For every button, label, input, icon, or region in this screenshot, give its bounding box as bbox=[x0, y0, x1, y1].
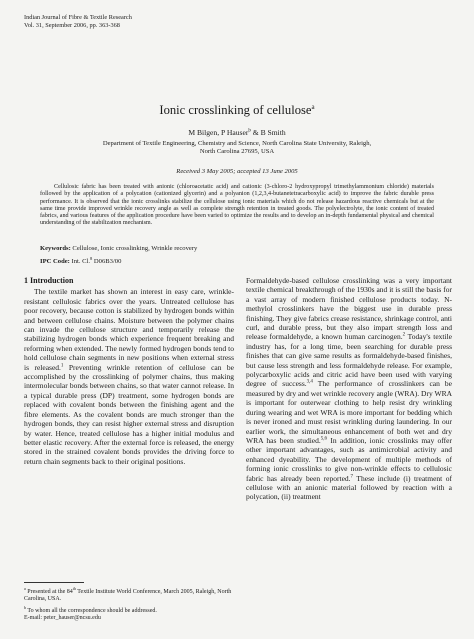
footnote-correspondence bbox=[24, 604, 236, 615]
text-run: Preventing wrinkle retention of cellulose can be accomplished by the crosslinking of polymer chains, thus making intermolecular bonds between chains, so that water cannot release. In a typical durable press (DP) treatment, some hydrogen bonds are replaced with covalent bonds between the finishing agent and the fibre elements. As the covalent bonds are much stronger than the hydrogen bonds, they can resist higher external stress and disruption by water. Hence, treated cellulose has a higher initial modulus and better elastic recovery. After the external force is released, the energy stored in the strained covalent bonds provides the driving force to return chain segments back to their original positions. bbox=[24, 362, 235, 466]
text-run: The textile market has shown an interest in easy care, wrinkle-resistant cellulosic fabrics over the years. Untreated cellulose has poor recovery, because cotton is stabilized by hydrogen bonds within and between cellulose chains. Moisture between the polymer chains can invade the cellulose structure and temporarily release the stabilizing hydrogen bonds which experience frequent breaking and reforming when extended. The newly formed hydrogen bonds tend to hold cellulose chain segments in new positions when external stress is released. bbox=[24, 287, 234, 372]
keywords-label: Keywords: bbox=[40, 245, 71, 252]
footnotes bbox=[24, 585, 236, 623]
ordinal-suffix: th bbox=[72, 586, 76, 591]
received-dates: Received 3 May 2005; accepted 13 June 2005 bbox=[176, 168, 298, 175]
text-run: The performance of crosslinkers can be measured by dry and wet wrinkle recovery angle (WRA). Dry WRA is important for outerwear clothing to help resist dry wrinkling during wearing and wet WRA is more important for bedding which is never ironed and must resist wrinkling during laundering. In our earlier work, the simultaneous enhancement of both wet and dry WRA has been studied. bbox=[246, 379, 452, 445]
journal-volume: Vol. 31, September 2006, pp. 363-368 bbox=[24, 22, 120, 29]
ipc-text-before: Int. Cl. bbox=[69, 258, 91, 266]
introduction-paragraph-1 bbox=[24, 287, 234, 466]
footnote-email: E-mail: peter_hauser@ncsu.edu bbox=[24, 615, 101, 622]
title-footnote-marker: a bbox=[311, 103, 315, 111]
citation-ref: 3,4 bbox=[306, 379, 313, 385]
keywords-text: Cellulose, Ionic crosslinking, Wrinkle recovery bbox=[70, 245, 198, 252]
introduction-paragraph-2 bbox=[246, 276, 452, 502]
corresponding-author-marker: b bbox=[248, 128, 251, 134]
text-run: Today's textile industry has, for a long time, been searching for durable press finishes that can give same results as formaldehyde-based finishes, but cause less strength and less formaldehyde release. For example, polycarboxylic acids and citric acid have been used with varying degree of success. bbox=[246, 332, 452, 389]
text-run: Presented at the 84 bbox=[25, 589, 73, 595]
footnote-divider bbox=[24, 582, 84, 583]
footnote-marker: b bbox=[24, 604, 26, 610]
citation-ref: 5,6 bbox=[320, 436, 327, 442]
affiliation bbox=[60, 140, 414, 156]
text-run: Formaldehyde-based cellulose crosslinking was a very important textile chemical breakthrough of the 1930s and it is still the basis for a vast array of modern finished cellulose products today. N-methylol crosslinkers have the biggest use in durable press finishing. They give fabrics crease resistance, shrinkage control, anti curl, and durable press, but they also impart strength loss and release formaldehyde, a known human carcinogen. bbox=[246, 276, 452, 342]
text-run: To whom all the correspondence should be addressed. bbox=[26, 607, 157, 614]
ipc-text-after: D06B3/00 bbox=[92, 258, 122, 266]
paper-title bbox=[0, 103, 474, 118]
ipc-label: IPC Code: bbox=[40, 258, 70, 266]
affiliation-line-2: North Carolina 27695, USA bbox=[199, 148, 275, 156]
left-column bbox=[24, 276, 234, 466]
journal-name: Indian Journal of Fibre & Textile Research bbox=[24, 14, 132, 21]
keywords bbox=[40, 245, 197, 252]
author-list bbox=[0, 128, 474, 137]
footnote-marker: a bbox=[24, 586, 26, 591]
text-run: In addition, ionic crosslinks may offer other important advantages, such as antimicrobial activity and enhanced dyeability. The development of multiple methods of forming ionic crosslinks to give non-wrinkle effects to cellulosic fabric has already been reported. bbox=[246, 435, 452, 483]
section-heading-introduction: 1 Introduction bbox=[24, 276, 74, 285]
abstract: Cellulosic fabric has been treated with anionic (chloroacetatic acid) and cationic (3-chloro-2 hydroxypropyl trimethylammonium chloride) materials followed by the application of a polycation (cationized glycerin) and a polyanion (1,2,3,4-butanetetracarboxylic acid) to improve the fabric durable press performance. It is observed that the ionic crosslinks stabilize the cellulose using ionic materials which do not release hazardous reactive chemicals but at the same time provide improved wrinkle recovery angle as well as complete strength retention in treated goods. The polyelectrolyte, the ionic content of treated fabrics, and various features of the application procedure have been varied to optimize the results and to develop an in-depth fundamental physical and chemical understanding of the stabilization mechanism. bbox=[40, 184, 434, 227]
text-run: Textile Institute World Conference, March 2005, Raleigh, North Carolina, USA. bbox=[24, 589, 232, 603]
citation-ref: 1 bbox=[60, 363, 64, 369]
ipc-superscript: 8 bbox=[90, 256, 93, 261]
footnote-presented bbox=[24, 585, 236, 604]
right-column bbox=[246, 276, 452, 502]
journal-header bbox=[24, 14, 132, 30]
authors-first: M Bilgen, P Hauser bbox=[188, 128, 249, 137]
paper-title-text: Ionic crosslinking of cellulose bbox=[159, 103, 312, 118]
text-run: These include (i) treatment of cellulose with an anionic material followed by reaction with a polycation, (ii) treatment bbox=[246, 473, 452, 502]
citation-ref: 2 bbox=[402, 332, 406, 338]
citation-ref: 7 bbox=[350, 474, 354, 480]
affiliation-line-1: Department of Textile Engineering, Chemistry and Science, North Carolina State University, Raleigh, bbox=[102, 140, 372, 147]
ipc-code bbox=[40, 256, 121, 265]
authors-last: & B Smith bbox=[250, 128, 286, 137]
